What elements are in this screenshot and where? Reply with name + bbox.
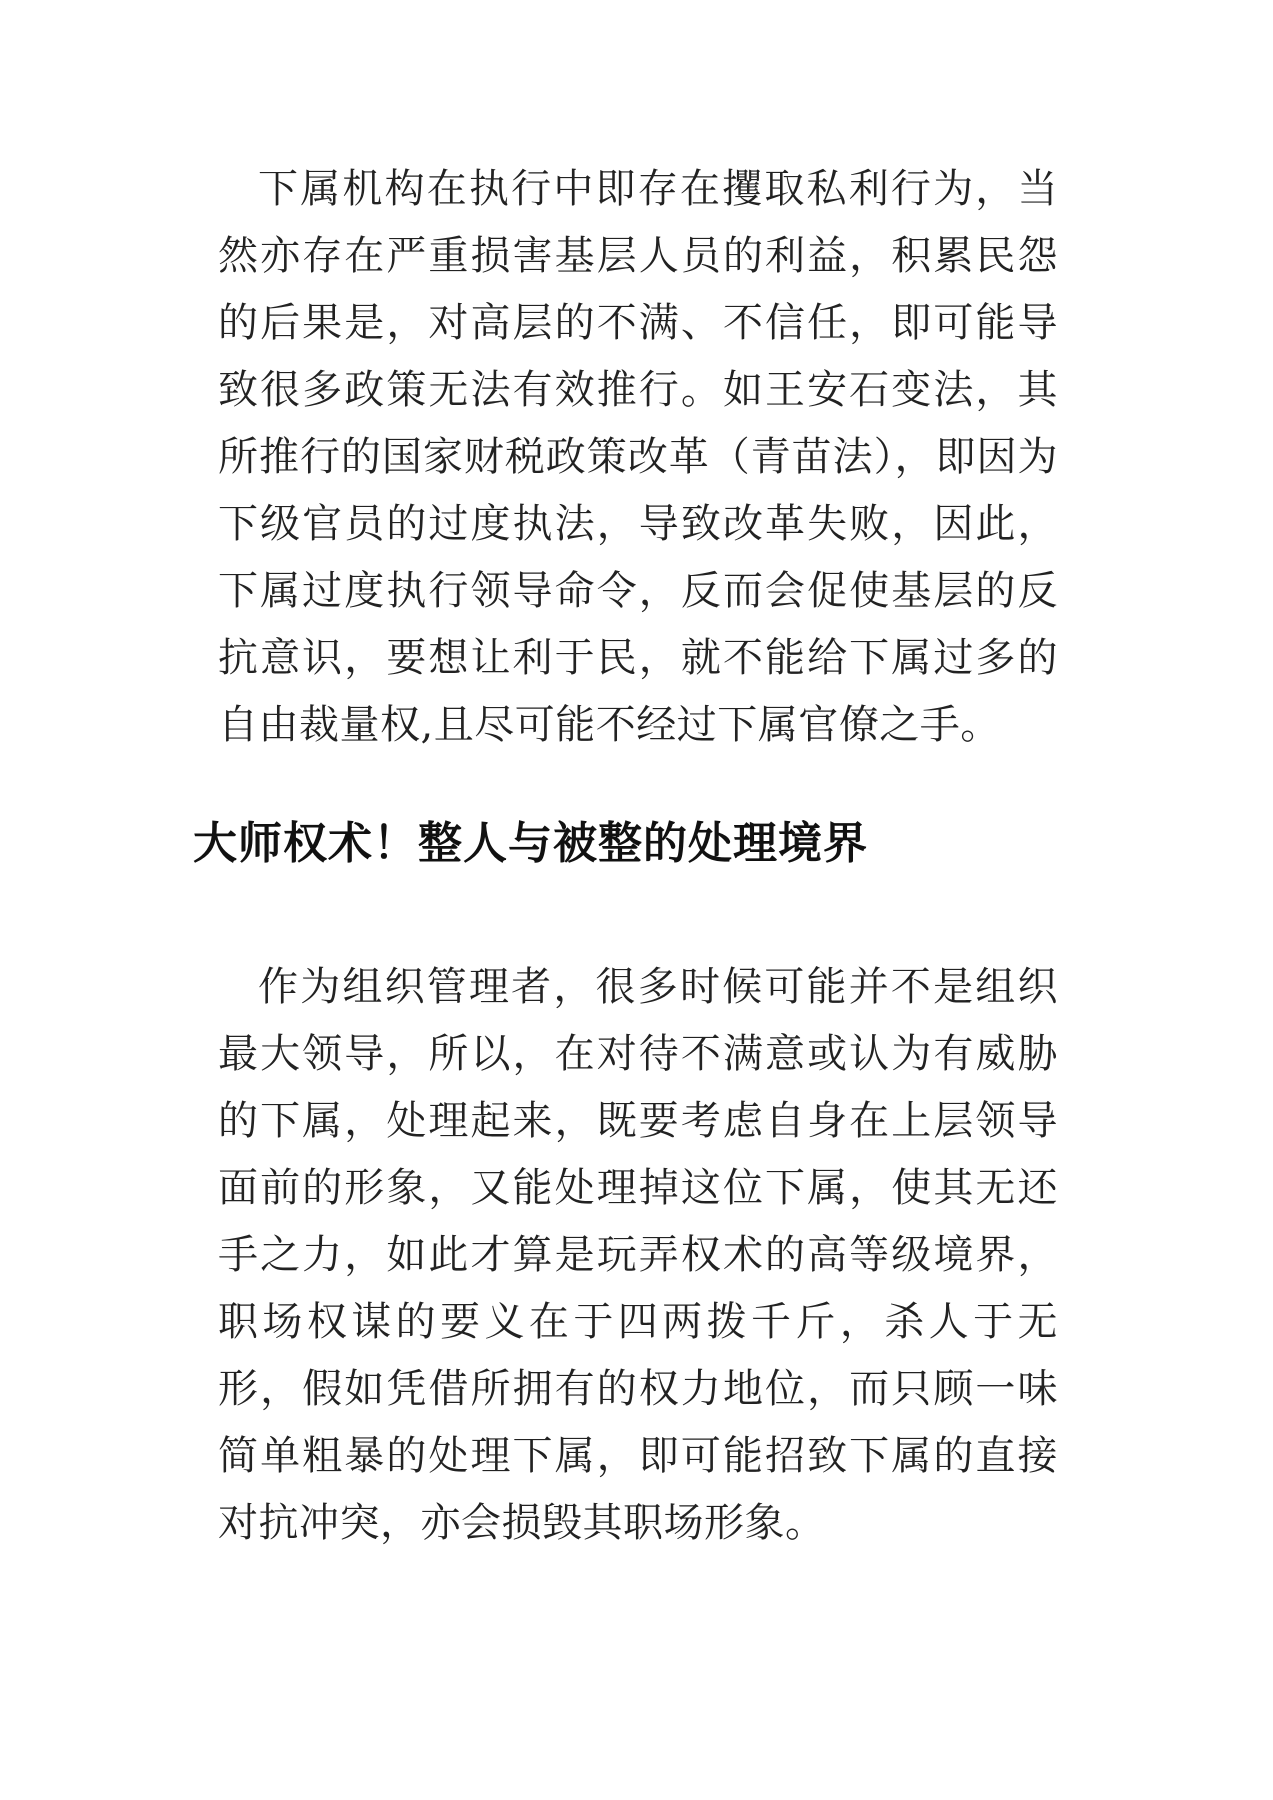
section-heading: 大师权术！整人与被整的处理境界 [193,818,868,869]
body-paragraph-2: 作为组织管理者，很多时候可能并不是组织最大领导，所以，在对待不满意或认为有威胁的下属，处理起来，既要考虑自身在上层领导面前的形象，又能处理掉这位下属，使其无还手之力，如此才算是玩弄权术的高等级境界，职场权谋的要义在于四两拨千斤，杀人于无形，假如凭借所拥有的权力地位，而只顾一味简单粗暴的处理下属，即可能招致下属的直接对抗冲突，亦会损毁其职场形象。 [218,964,1058,1546]
body-paragraph-1: 下属机构在执行中即存在攫取私利行为，当然亦存在严重损害基层人员的利益，积累民怨的后果是，对高层的不满、不信任，即可能导致很多政策无法有效推行。如王安石变法，其所推行的国家财税政策改革（青苗法），即因为下级官员的过度执法，导致改革失败，因此，下属过度执行领导命令，反而会促使基层的反抗意识，要想让利于民，就不能给下属过多的自由裁量权,且尽可能不经过下属官僚之手。 [218,166,1058,748]
